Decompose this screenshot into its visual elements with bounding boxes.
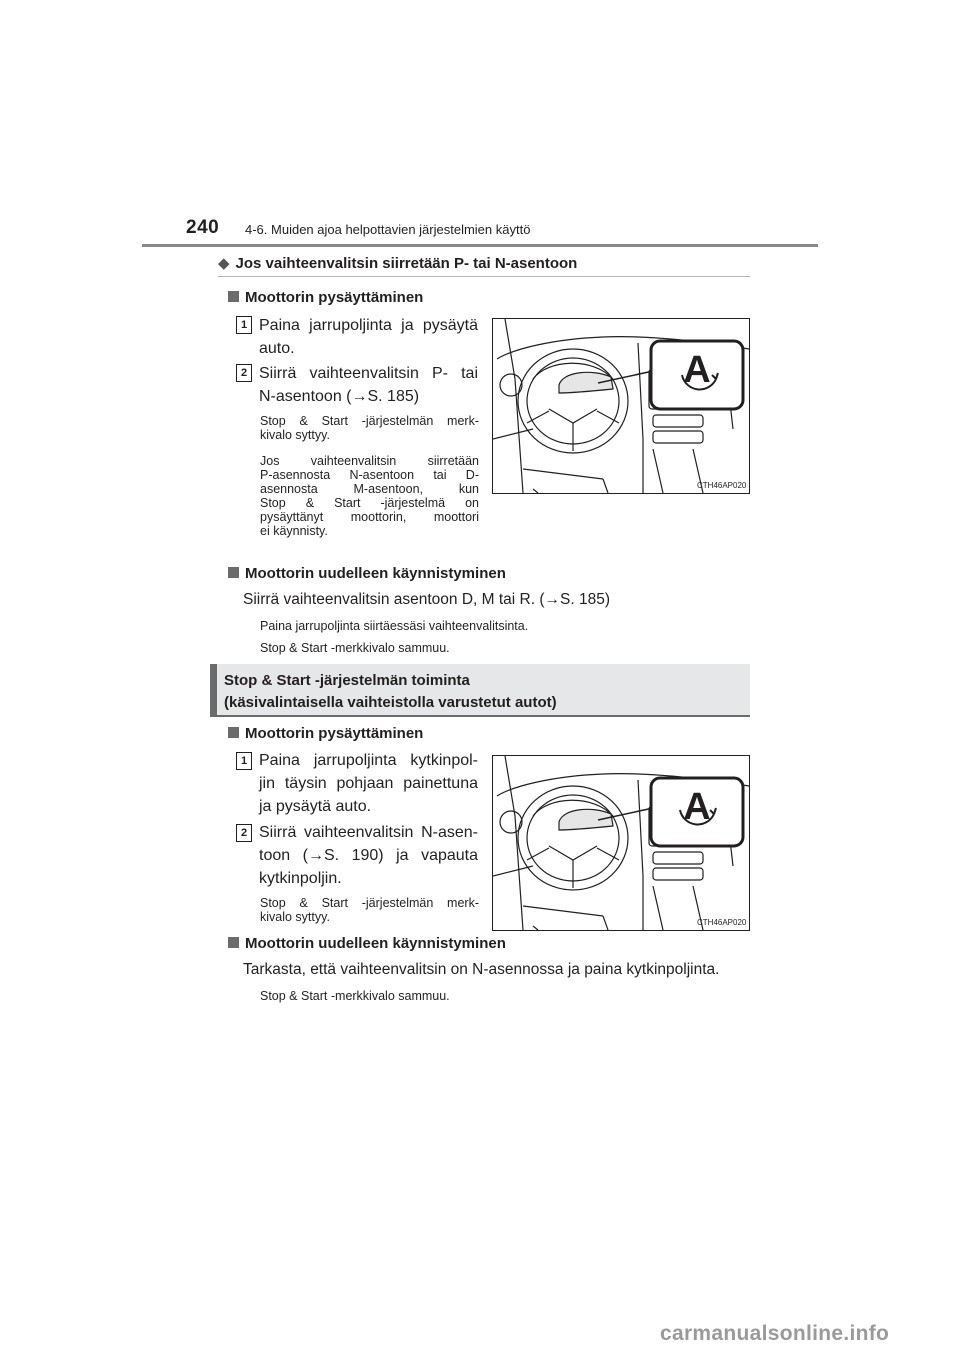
callout-label: A <box>683 349 711 391</box>
dashboard-drawing <box>493 319 749 493</box>
note-line: Stop & Start -järjestelmän merk- <box>260 896 479 910</box>
note <box>260 454 479 538</box>
step-line: jin täysin pohjaan painettuna <box>259 775 478 792</box>
square-bullet-icon <box>228 567 239 578</box>
square-bullet-icon <box>228 727 239 738</box>
step-line: Paina jarrupoljinta kytkinpol- <box>259 752 478 769</box>
note-line: Jos vaihteenvalitsin siirretään <box>260 454 479 468</box>
note-line: ei käynnisty. <box>260 524 328 538</box>
sub-heading-text: Jos vaihteenvalitsin siirretään P- tai N-asentoon <box>235 255 578 272</box>
step-line: ja pysäytä auto. <box>259 798 372 815</box>
step-line: kytkinpoljin. <box>259 870 342 887</box>
step-text <box>259 362 478 408</box>
step-line: toon (→S. 190) ja vapauta <box>259 847 478 864</box>
restart-heading <box>228 565 506 582</box>
dashboard-illustration <box>492 318 750 494</box>
rotate-arrow-icon <box>674 784 720 830</box>
restart-body: Tarkasta, että vaihteenvalitsin on N-asennossa ja paina kytkinpoljinta. <box>243 961 720 978</box>
figure-code: CTH46AP020 <box>697 918 747 927</box>
square-bullet-icon <box>228 291 239 302</box>
stop-heading-text: Moottorin pysäyttäminen <box>245 725 424 742</box>
note <box>260 896 479 924</box>
stop-heading <box>228 725 423 742</box>
restart-note: Stop & Start -merkkivalo sammuu. <box>260 641 450 655</box>
running-title: 4-6. Muiden ajoa helpottavien järjestelmien käyttö <box>245 222 531 237</box>
step-badge: 2 <box>236 824 252 842</box>
note <box>260 414 479 442</box>
header-rule <box>142 244 818 247</box>
note-line: pysäyttänyt moottorin, moottori <box>260 510 479 524</box>
step-line: Siirrä vaihteenvalitsin N-asen- <box>259 824 478 841</box>
section-title-line1: Stop & Start -järjestelmän toiminta <box>224 672 470 689</box>
restart-note: Paina jarrupoljinta siirtäessäsi vaihteenvalitsinta. <box>260 619 529 633</box>
rotate-arrow-icon <box>674 347 724 397</box>
note-line: kivalo syttyy. <box>260 910 330 924</box>
step-badge: 2 <box>236 364 252 382</box>
step-badge: 1 <box>236 316 252 334</box>
step-text <box>259 821 478 890</box>
step-text <box>259 749 478 818</box>
sub-heading <box>218 254 577 272</box>
figure-code: CTH46AP020 <box>697 481 747 490</box>
note-line: Stop & Start -järjestelmän merk- <box>260 414 479 428</box>
step-line: N-asentoon (→S. 185) <box>259 388 420 405</box>
stop-heading-text: Moottorin pysäyttäminen <box>245 289 424 306</box>
section-title-line2: (käsivalintaisella vaihteistolla varustetut autot) <box>224 694 557 711</box>
dashboard-illustration <box>492 755 750 931</box>
note-line: P-asennosta N-asentoon tai D- <box>260 468 479 482</box>
note-line: asennosta M-asentoon, kun <box>260 482 479 496</box>
section-heading-underline <box>210 715 750 717</box>
stop-heading <box>228 289 423 306</box>
note-line: kivalo syttyy. <box>260 428 330 442</box>
watermark: carmanualsonline.info <box>660 1322 890 1345</box>
section-heading-bar <box>210 664 217 716</box>
step-text <box>259 314 478 360</box>
dashboard-drawing <box>493 756 749 930</box>
diamond-icon: ◆ <box>218 255 230 272</box>
step-line: Paina jarrupoljinta ja pysäytä <box>259 317 478 334</box>
step-badge: 1 <box>236 752 252 770</box>
step-line: auto. <box>259 340 295 357</box>
note-line: Stop & Start -järjestelmä on <box>260 496 479 510</box>
page-number: 240 <box>186 217 220 238</box>
restart-note: Stop & Start -merkkivalo sammuu. <box>260 989 450 1003</box>
restart-heading-text: Moottorin uudelleen käynnistyminen <box>245 565 506 582</box>
callout-label: A <box>683 786 711 828</box>
sub-heading-rule <box>218 276 750 277</box>
step-line: Siirrä vaihteenvalitsin P- tai <box>259 365 478 382</box>
section-heading-box <box>210 664 750 716</box>
restart-heading-text: Moottorin uudelleen käynnistyminen <box>245 935 506 952</box>
restart-heading <box>228 935 506 952</box>
restart-body: Siirrä vaihteenvalitsin asentoon D, M tai R. (→S. 185) <box>243 591 610 608</box>
square-bullet-icon <box>228 937 239 948</box>
